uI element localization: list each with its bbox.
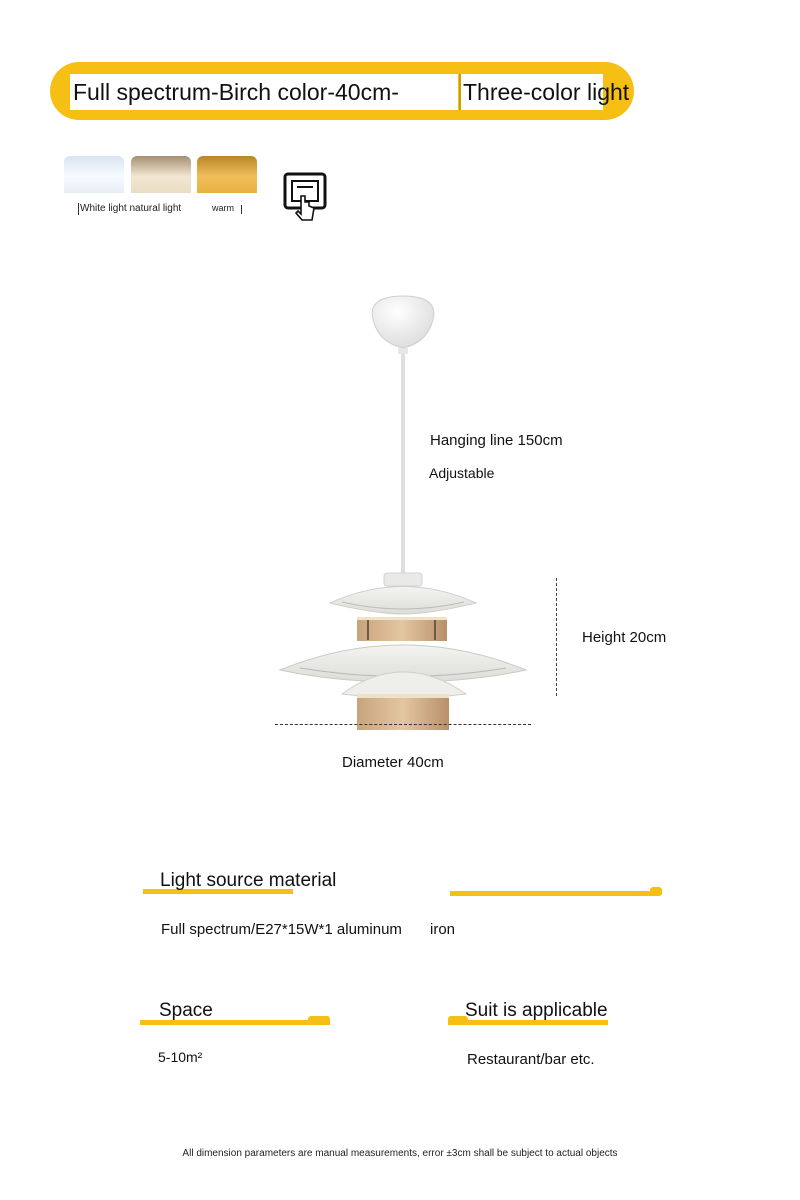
section-bar-end: [650, 887, 662, 896]
hanging-line-label: Hanging line 150cm: [430, 432, 563, 449]
height-dimension-line: [556, 578, 557, 696]
warm-light-swatch: [197, 156, 257, 193]
light-mode-label: Three-color light: [463, 79, 630, 105]
section-underline: [450, 891, 655, 896]
variant-label: Full spectrum-Birch color-40cm-: [73, 79, 399, 105]
light-source-value: Full spectrum/E27*15W*1 aluminum: [161, 921, 402, 938]
applicable-title: Suit is applicable: [465, 1000, 608, 1021]
light-source-title: Light source material: [160, 870, 337, 891]
white-natural-caption: White light natural light: [80, 203, 182, 214]
diameter-dimension-line: [275, 724, 531, 725]
header-divider: [459, 74, 461, 110]
white-light-swatch: [64, 156, 124, 193]
height-label: Height 20cm: [582, 629, 667, 646]
caption-tick: [78, 203, 79, 215]
applicable-value: Restaurant/bar etc.: [467, 1051, 595, 1068]
touch-switch-icon: [283, 172, 327, 222]
space-value: 5-10m²: [158, 1049, 203, 1065]
caption-tick: [241, 205, 242, 214]
warm-caption: warm: [212, 203, 234, 213]
adjustable-label: Adjustable: [429, 465, 495, 481]
space-title: Space: [159, 1000, 213, 1021]
natural-light-swatch: [131, 156, 191, 193]
pendant-lamp-illustration: [270, 290, 540, 740]
diameter-label: Diameter 40cm: [342, 754, 444, 771]
section-bar-end: [308, 1016, 330, 1025]
disclaimer-note: All dimension parameters are manual measurements, error ±3cm shall be subject to actual objects: [182, 1148, 618, 1159]
material-value: iron: [430, 921, 456, 938]
